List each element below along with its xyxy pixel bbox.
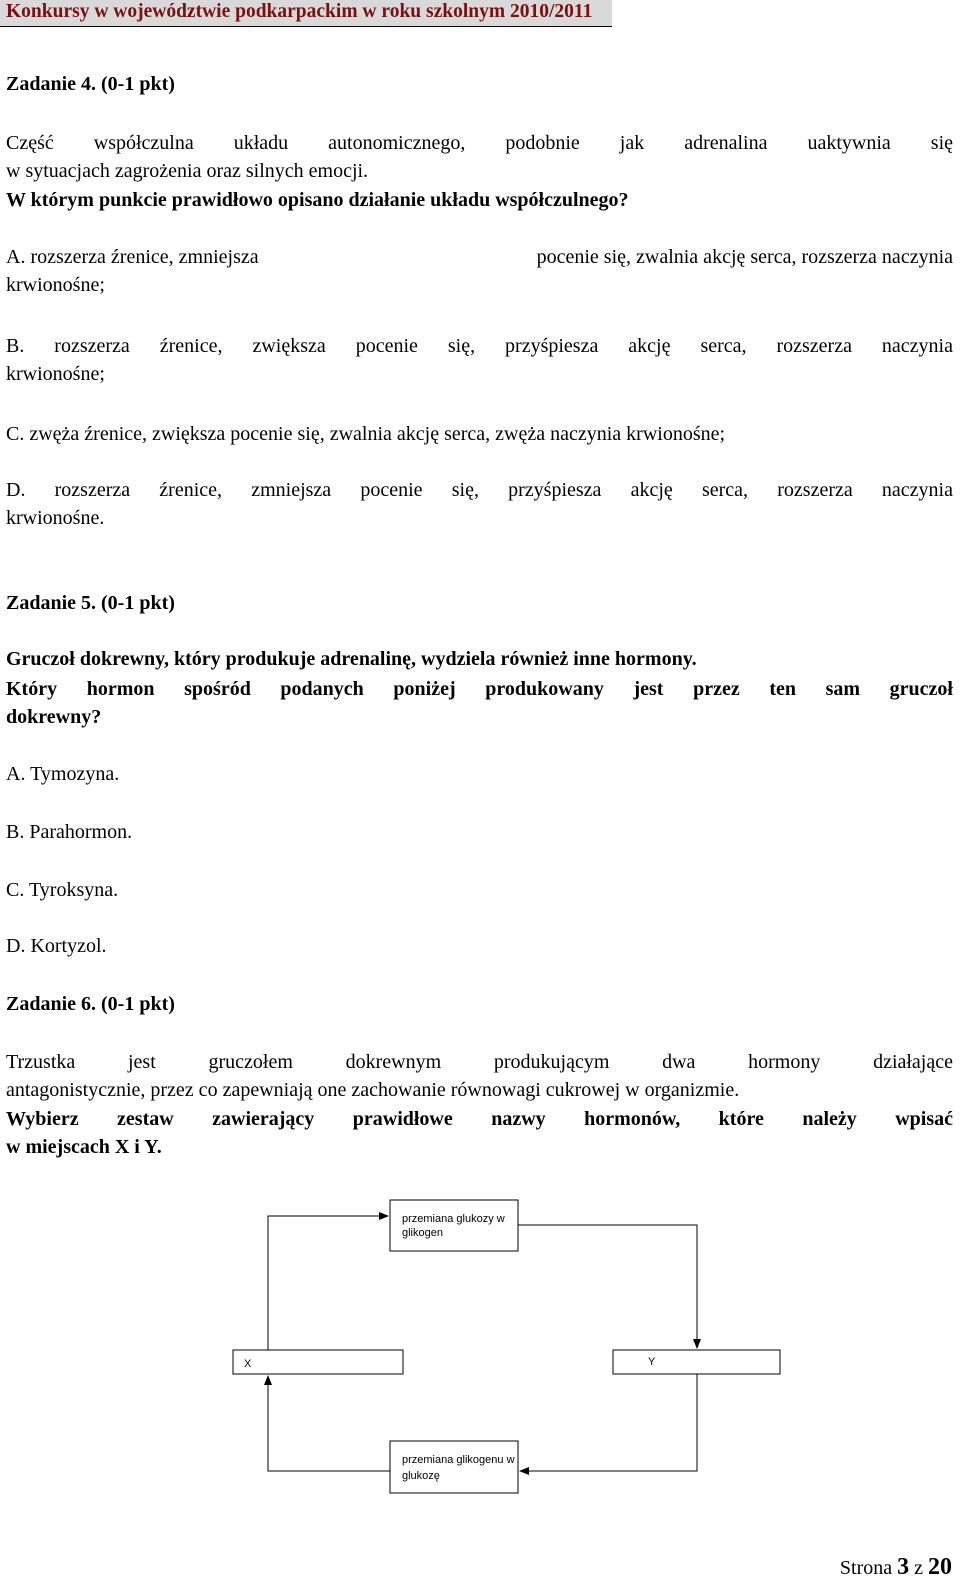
task5-option-a: A. Tymozyna. — [6, 763, 120, 785]
footer-prefix: Strona — [839, 1557, 893, 1579]
task4-intro-line1: Część współczulna układu autonomicznego, podobnie jak adrenalina uaktywnia się — [6, 132, 953, 154]
task5-question-line1: Gruczoł dokrewny, który produkuje adrenalinę, wydziela również inne hormony. — [6, 648, 697, 670]
top-box-text-line1: przemiana glukozy w — [402, 1213, 505, 1225]
bottom-box-text-line1: przemiana glikogenu w — [402, 1454, 515, 1466]
task4-option-c: C. zwęża źrenice, zwiększa pocenie się, zwalnia akcję serca, zwęża naczynia krwionośne; — [6, 423, 726, 445]
task4-option-b-line2: krwionośne; — [6, 363, 105, 385]
footer-page-number: 3 — [897, 1554, 910, 1580]
footer-middle: z — [914, 1557, 923, 1579]
arrow-x-to-top — [268, 1216, 388, 1350]
arrow-y-to-bottom — [520, 1374, 697, 1471]
task4-option-a-part2: pocenie się, zwalnia akcję serca, rozszerza naczynia — [536, 246, 953, 268]
task6-paragraph-line2: antagonistycznie, przez co zapewniają one zachowanie równowagi cukrowej w organizmie. — [6, 1079, 740, 1101]
y-box — [613, 1350, 780, 1374]
page-footer — [840, 1554, 952, 1581]
task4-option-d-line1: D. rozszerza źrenice, zmniejsza pocenie się, przyśpiesza akcję serca, rozszerza naczynia — [6, 479, 953, 501]
task6-question-line1: Wybierz zestaw zawierający prawidłowe nazwy hormonów, które należy wpisać — [6, 1108, 953, 1130]
task6-paragraph-line1: Trzustka jest gruczołem dokrewnym produkującym dwa hormony działające — [6, 1051, 953, 1073]
task4-option-a-part1: A. rozszerza źrenice, zmniejsza — [6, 246, 259, 268]
arrow-top-to-y — [518, 1225, 697, 1348]
task6-question-line2: w miejscach X i Y. — [6, 1136, 162, 1158]
y-label: Y — [648, 1356, 656, 1368]
bottom-process-box — [390, 1441, 518, 1493]
header-title: Konkursy w województwie podkarpackim w roku szkolnym 2010/2011 — [6, 1, 593, 22]
task4-intro-line2: w sytuacjach zagrożenia oraz silnych emocji. — [6, 160, 369, 182]
bottom-box-text-line2: glukozę — [402, 1470, 440, 1482]
x-label: X — [244, 1358, 252, 1370]
task4-option-d-line2: krwionośne. — [6, 507, 105, 529]
task4-option-a-line2: krwionośne; — [6, 274, 105, 296]
top-box-text-line2: glikogen — [402, 1227, 443, 1239]
task4-question: W którym punkcie prawidłowo opisano działanie układu współczulnego? — [6, 189, 629, 211]
task5-option-c: C. Tyroksyna. — [6, 879, 119, 901]
footer-total-pages: 20 — [928, 1554, 952, 1580]
page-header — [0, 0, 612, 27]
task6-title: Zadanie 6. (0-1 pkt) — [6, 993, 175, 1015]
top-process-box — [390, 1200, 518, 1251]
glucose-glycogen-diagram — [200, 1195, 788, 1511]
x-box — [233, 1350, 403, 1374]
task5-option-d: D. Kortyzol. — [6, 935, 107, 957]
arrow-bottom-to-x — [268, 1376, 390, 1471]
task4-title: Zadanie 4. (0-1 pkt) — [6, 73, 175, 95]
task5-option-b: B. Parahormon. — [6, 821, 133, 843]
task4-option-b-line1: B. rozszerza źrenice, zwiększa pocenie się, przyśpiesza akcję serca, rozszerza naczynia — [6, 335, 953, 357]
task5-question-line3: dokrewny? — [6, 706, 102, 728]
task5-question-line2: Który hormon spośród podanych poniżej produkowany jest przez ten sam gruczoł — [6, 678, 953, 700]
task5-title: Zadanie 5. (0-1 pkt) — [6, 592, 175, 614]
